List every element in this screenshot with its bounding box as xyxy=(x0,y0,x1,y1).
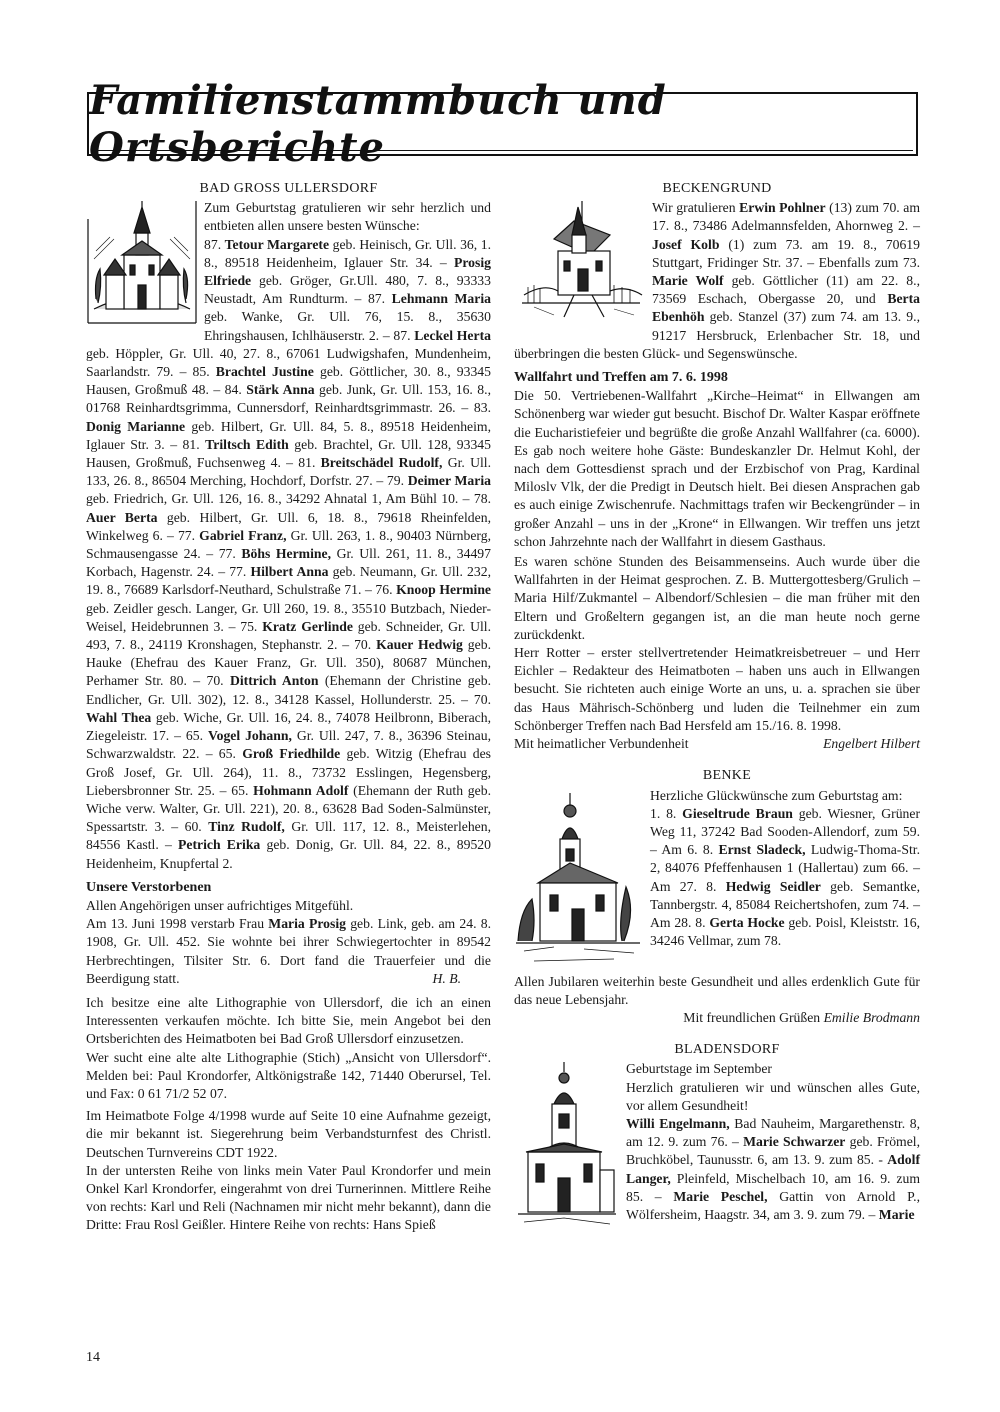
left-column xyxy=(86,180,491,1235)
deceased-intro: Allen Angehörigen unser aufrichtiges Mitgefühl. xyxy=(86,897,354,913)
wallfahrt-paragraph-1: Die 50. Vertriebenen-Wallfahrt „Kirche–Heimat“ in Ellwangen am Schönenberg war wieder gut besucht. Bischof Dr. Walter Kaspar eröffnete die Eucharistiefeier und begrüßte die große Anzahl Wallfahrer (ca. 6000). Es gab noch weitere hohe Gäste: Bundeskanzler Dr. Helmut Kohl, der nach dem Gottesdienst sprach und der Erzbischof von Prag, Kardinal Miloslv Vlk, der die Predigt in Deutsch hielt. Bei diesen Ansprachen gab es auch einige Zwischenrufe. Nachmittags trafen wir Beckengründer – in großer Anzahl – uns in der „Krone“ in Ellwangen. Wir treffen uns jetzt schon Jahrzehnte nach der Wallfahrt in diesem Gasthaus. xyxy=(514,388,920,549)
section-title-benke: BENKE xyxy=(702,768,752,784)
benke-intro: Herzliche Glückwünsche zum Geburtstag am: xyxy=(650,787,903,803)
chapel-illustration-beckengrund xyxy=(514,199,644,325)
bladensdorf-birthdays: Willi Engelmann, Bad Nauheim, Margarethenstr. 8, am 12. 9. zum 76. – Marie Schwarzer geb. Frömel, Bruchköbel, Taunusstr. 6, am 13. 9. zum 85. - Adolf Langer, Pleinfeld, Mischelbach 10, am 16. 9. zum 85. – Marie Peschel, Gattin von Arnold P., Wölfersheim, Haagstr. 34, am 3. 9. zum 79. – Marie xyxy=(626,1115,921,1222)
benke-birthdays: 1. 8. Gieseltrude Braun geb. Wiesner, Grüner Weg 11, 37242 Bad Sooden-Allendorf, zum 59. – Am 6. 8. Ernst Sladeck, Ludwig-Thoma-Str. 2, 84076 Pfeffenhausen 1 (Hallertau) zum 66. – Am 27. 8. Hedwig Seidler geb. Semantke, Tannbergstr. 4, 85084 Reichertshofen, zum 74. – Am 28. 8. Gerta Hocke geb. Poisl, Kleiststr. 16, 34246 Vellmar, zum 78. xyxy=(650,805,921,949)
page-number: 14 xyxy=(86,1350,100,1365)
bladensdorf-intro: Herzlich gratulieren wir und wünschen alles Gute, vor allem Gesundheit! xyxy=(626,1079,920,1113)
benke-signature: Mit freundlichen Grüßen Emilie Brodmann xyxy=(683,1009,920,1025)
birthday-intro: Zum Geburtstag gratulieren wir sehr herzlich und entbieten allen unsere besten Wünsche: xyxy=(204,200,491,234)
page-title: Familienstammbuch und Ortsberichte xyxy=(89,77,667,171)
wallfahrt-paragraph-3: Herr Rotter – erster stellvertretender Heimatkreisbetreuer – und Herr Eichler – Redakteur des Heimatboten – haben uns auch in Ellwangen besucht. Sie richteten auch einige Worte an uns, u. a. sprachen sie über das Haus Mährisch-Schönberg und luden die Teilnehmer ein zum Schönberger Treffen nach Bad Hersfeld am 15./16. 8. 1998. xyxy=(514,645,920,733)
photo-note: Im Heimatbote Folge 4/1998 wurde auf Seite 10 eine Aufnahme gezeigt, die mir bekannt ist. Siegerehrung beim Verbandsturnfest des Christl. Deutschen Turnvereins CDT 1922. xyxy=(86,1108,491,1160)
lithography-search: Wer sucht eine alte alte Lithographie (Stich) „Ansicht von Ullersdorf“. Melden bei: Paul Krondorfer, Altkönigstraße 142, 71440 Oberursel, Tel. und Fax: 0 61 71/2 52 07. xyxy=(86,1049,491,1101)
wallfahrt-heading: Wallfahrt und Treffen am 7. 6. 1998 xyxy=(514,370,728,386)
right-column xyxy=(514,180,920,1234)
lithography-offer: Ich besitze eine alte Lithographie von Ullersdorf, die ich an einen Interessenten verkaufen möchte. Ich bitte Sie, mein Angebot bei den Ortsberichten des Heimatboten bei Bad Groß Ullersdorf einzusetzen. xyxy=(86,994,491,1047)
photo-description: In der untersten Reihe von links mein Vater Paul Krondorfer und mein Onkel Karl Krondorfer, eingerahmt von drei Turnerinnen. Mittlere Reihe von rechts: Karl und Reli (Nachnamen mir nicht mehr bekannt), dann die Dritte: Frau Rosl Geißler. Hintere Reihe von rechts: Hans Spieß xyxy=(86,1162,491,1233)
section-title-bladensdorf: BLADENSDORF xyxy=(674,1042,780,1058)
wallfahrt-signature: Mit heimatlicher Verbundenheit Engelbert Hilbert xyxy=(514,736,920,752)
bladensdorf-subtitle: Geburtstage im September xyxy=(626,1061,772,1077)
deceased-heading: Unsere Verstorbenen xyxy=(86,879,212,895)
church-illustration-bladensdorf xyxy=(514,1060,618,1232)
beckengrund-greetings: Wir gratulieren Erwin Pohlner (13) zum 70. am 17. 8., 73486 Adelmannsfelden, Ahornweg 2. – Josef Kolb (1) zum 73. am 19. 8., 70619 Stuttgart, Fridinger Str. 37. – Ebenfalls zum 73. Marie Wolf geb. Göttlicher (11) am 22. 8., 73569 Eschach, Obergasse 20, und Berta Ebenhöh geb. Stanzel (37) zum 74. am 13. 9., 91217 Hersbruck, Erlenbacher Str. 18, und überbringen die besten Glück- und Segenswünsche. xyxy=(514,200,921,361)
church-illustration-ullersdorf xyxy=(86,199,198,327)
benke-closing: Allen Jubilaren weiterhin beste Gesundheit und alles erdenklich Gute für das neue Lebensjahr. xyxy=(514,973,920,1007)
header-title-box xyxy=(87,77,918,171)
birthday-list: 87. Tetour Margarete geb. Heinisch, Gr. Ull. 36, 1. 8., 89518 Heidenheim, Iglauer Str. 34. – Prosig Elfriede geb. Gröger, Gr.Ull. 480, 7. 8., 93333 Neustadt, Am Rundturm. – 87. Lehmann Maria geb. Wanke, Gr. Ull. 76, 15. 8., 35630 Ehringshausen, Ichlhäuserstr. 2. – 87. Leckel Herta geb. Höppler, Gr. Ull. 40, 27. 8., 67061 Ludwigshafen, Mundenheim, Saarlandstr. 79. – 85. Brachtel Justine geb. Göttlicher, 30. 8., 93345 Hausen, Großmuß 48. – 84. Stärk Anna geb. Junk, Gr. Ull. 153, 16. 8., 01768 Reinhardtsgrimma, Cunnersdorf, Reinhardtsgrimmastr. 26. – 83. Donig Marianne geb. Hilbert, Gr. Ull. 84, 5. 8., 89518 Heidenheim, Iglauer Str. 3. – 81. Triltsch Edith geb. Brachtel, Gr. Ull. 128, 93345 Hausen, Großmuß, Fuchsenweg 4. – 81. Breitschädel Rudolf, Gr. Ull. 133, 26. 8., 86504 Merching, Hochdorf, Dorfstr. 27. – 79. Deimer Maria geb. Friedrich, Gr. Ull. 126, 16. 8., 34292 Ahnatal 1, Am Bühl 10. – 78. Auer Berta geb. Hilbert, Gr. Ull. 6, 18. 8., 79618 Rheinfelden, Winkelweg 6. – 77. Gabriel Franz, Gr. Ull. 263, 1. 8., 90403 Nürnberg, Schmausengasse 24. – 77. Böhs Hermine, Gr. Ull. 261, 11. 8., 34497 Korbach, Hagenstr. 24. – 77. Hilbert Anna geb. Neumann, Gr. Ull. 232, 19. 8., 76689 Karlsdorf-Neuthard, Schulstraße 71. – 76. Knoop Hermine geb. Zeidler gesch. Langer, Gr. Ull 260, 19. 8., 35510 Butzbach, Nieder-Weisel, Heidebrunnen 3. – 75. Kratz Gerlinde geb. Schneider, Gr. Ull. 493, 7. 8., 24119 Kronshagen, Stephanstr. 2. – 70. Kauer Hedwig geb. Hauke (Ehefrau des Kauer Franz, Gr. Ull. 350), 80687 München, Perhamer Str. 80. – 70. Dittrich Anton (Ehemann der Christine geb. Endlicher, Gr. Ull. 302), 12. 8., 34128 Kassel, Hollunderstr. 25. – 70. Wahl Thea geb. Wiche, Gr. Ull. 16, 24. 8., 74078 Heilbronn, Biberach, Ziegeleistr. 17. – 65. Vogel Johann, Gr. Ull. 247, 7. 8., 36396 Steinau, Schwarzwaldstr. 22. – 65. Groß Friedhilde geb. Witzig (Ehefrau des Groß Josef, Gr. Ull. 264), 11. 8., 73732 Esslingen, Hegensberg, Liebersbronner Str. 25. – 65. Hohmann Adolf (Ehemann der Ruth geb. Wiche verw. Walter, Gr. Ull. 221), 20. 8., 63628 Bad Soden-Salmünster, Spessartstr. 3. – 60. Tinz Rudolf, Gr. Ull. 117, 12. 8., Meisterlehen, 84556 Kastl. – Petrich Erika geb. Donig, Gr. Ull. 84, 22. 8., 89520 Heidenheim, Knupfertal 2. xyxy=(86,236,492,871)
deceased-signature: H. B. xyxy=(432,970,461,986)
section-title-bad-gross-ullersdorf: BAD GROSS ULLERSDORF xyxy=(199,181,378,196)
wallfahrt-paragraph-2: Es waren schöne Stunden des Beisammenseins. Auch wurde über die Wallfahrten in der Heimat gesprochen. Z. B. Muttergottesberg/Grulich – Maria Hilf/Zukmantel – Albendorf/Schlesien – die man früher mit den Eltern und Großeltern gegangen ist, an die man heute noch gerne zurückdenkt. xyxy=(514,554,920,642)
church-illustration-benke xyxy=(514,791,642,971)
section-title-beckengrund: BECKENGRUND xyxy=(662,181,772,196)
deceased-notice: Am 13. Juni 1998 verstarb Frau Maria Prosig geb. Link, geb. am 24. 8. 1908, Gr. Ull. 452. Sie wohnte bei ihrer Schwiegertochter in 89542 Herbrechtingen, Tilsiter Str. 6. Dort fand die Trauerfeier und die Beerdigung statt. H. B. xyxy=(86,915,491,988)
